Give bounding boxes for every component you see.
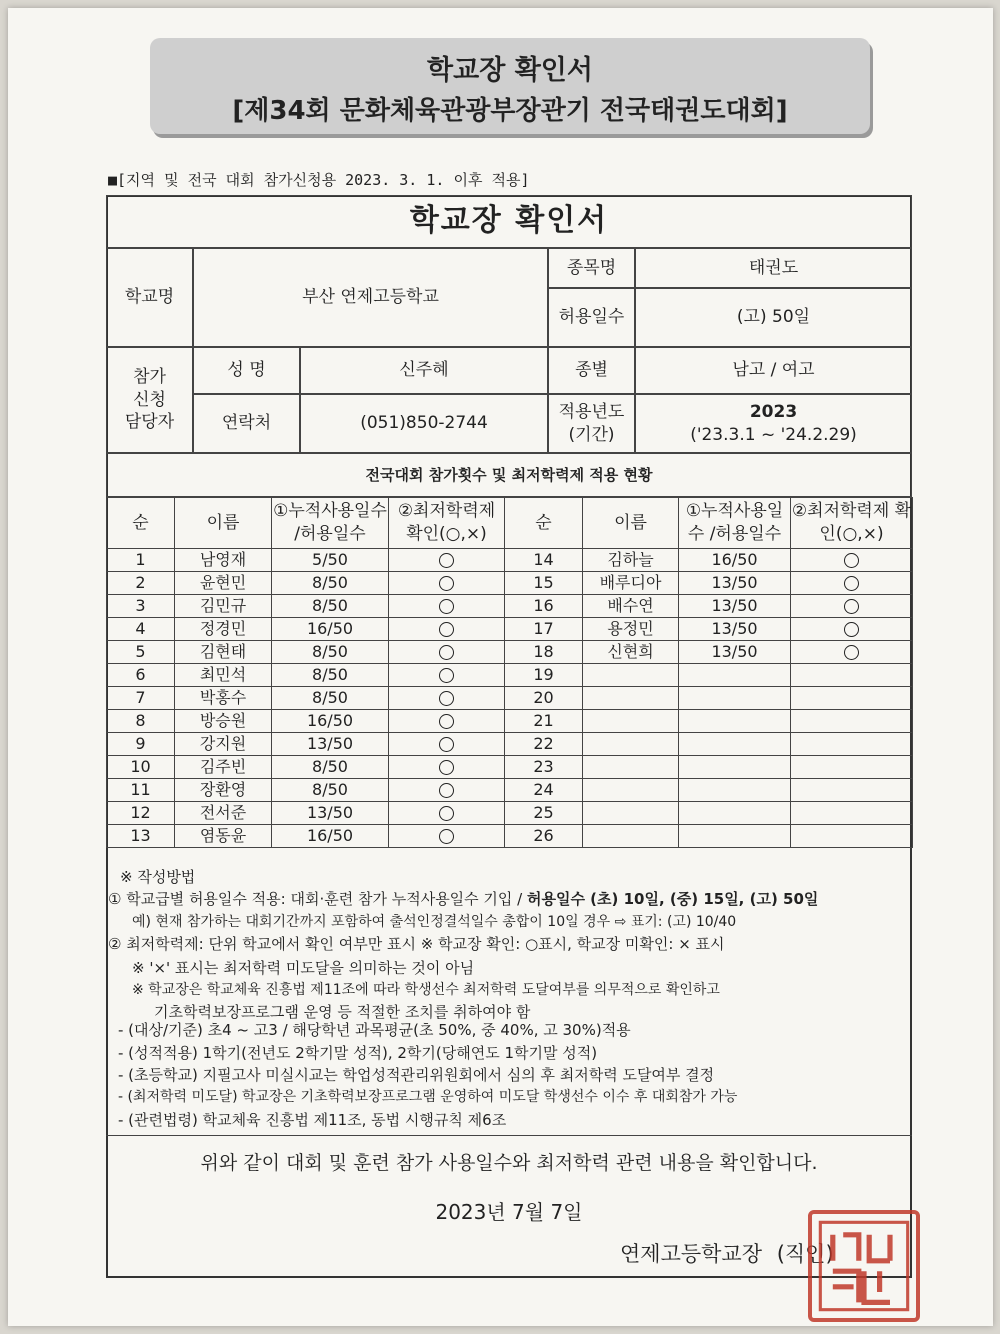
cell-no: 16 (505, 595, 583, 618)
instruction-line-9: - (초등학교) 지필고사 미실시교는 학업성적관리위원회에서 심의 후 최저학력 도달여부 결정 (118, 1066, 715, 1084)
cell-name: 남영재 (175, 549, 272, 572)
instruction-line-5: ※ 학교장은 학교체육 진흥법 제11조에 따라 학생선수 최저학력 도달여부를 의무적으로 확인하고 (132, 982, 720, 998)
cell-days (679, 756, 791, 779)
applicability-note: ■[지역 및 전국 대회 참가신청용 2023. 3. 1. 이후 적용] (108, 171, 530, 189)
cell-days: 8/50 (272, 664, 389, 687)
check-circle-icon (439, 714, 454, 729)
cell-check (389, 641, 505, 664)
cell-days: 8/50 (272, 779, 389, 802)
col-check-header: ②최저학력제 확인(○,×) (389, 498, 505, 549)
col-name-header: 이름 (583, 498, 679, 549)
cell-check (791, 733, 913, 756)
cell-check (791, 802, 913, 825)
gender-label: 종별 (548, 347, 635, 394)
table-row (107, 595, 913, 618)
instruction-line-2: 예) 현재 참가하는 대회기간까지 포함하여 출석인정결석일수 총합이 10일 경우 ⇨ 표기: (고) 10/40 (132, 914, 737, 930)
cell-name: 정경민 (175, 618, 272, 641)
cell-name: 최민석 (175, 664, 272, 687)
col-no-header: 순 (505, 498, 583, 549)
date-text: 2023년 7월 7일 (435, 1200, 583, 1224)
check-circle-icon (844, 553, 859, 568)
cell-check (389, 664, 505, 687)
table-row (107, 779, 913, 802)
form-title: 학교장 확인서 (106, 195, 912, 248)
cell-days: 13/50 (679, 572, 791, 595)
cell-days: 13/50 (679, 618, 791, 641)
cell-check (389, 710, 505, 733)
check-circle-icon (844, 622, 859, 637)
cell-check (389, 549, 505, 572)
year-value: 2023 (749, 401, 798, 422)
cell-no: 17 (505, 618, 583, 641)
cell-check (389, 802, 505, 825)
sport-value: 태권도 (635, 248, 912, 288)
cell-name (583, 756, 679, 779)
cell-name (583, 802, 679, 825)
cell-name (583, 779, 679, 802)
cell-days: 13/50 (679, 641, 791, 664)
cell-no: 6 (107, 664, 175, 687)
status-table (106, 497, 913, 848)
cell-name: 강지원 (175, 733, 272, 756)
check-circle-icon (844, 599, 859, 614)
table-row (107, 549, 913, 572)
cell-days (679, 825, 791, 848)
instruction-line-11: - (관련법령) 학교체육 진흥법 제11조, 동법 시행규칙 제6조 (118, 1111, 507, 1129)
cell-days: 8/50 (272, 572, 389, 595)
cell-no: 18 (505, 641, 583, 664)
col-days-header: ①누적사용일수 /허용일수 (679, 498, 791, 549)
check-circle-icon (844, 576, 859, 591)
instruction-line-8: - (성적적용) 1학기(전년도 2학기말 성적), 2학기(당해연도 1학기말 성적) (118, 1044, 598, 1062)
check-circle-icon (439, 668, 454, 683)
cell-days (679, 733, 791, 756)
check-circle-icon (439, 829, 454, 844)
table-row (107, 618, 913, 641)
cell-check (791, 710, 913, 733)
table-row (107, 641, 913, 664)
cell-check (389, 733, 505, 756)
table-row (107, 825, 913, 848)
cell-days: 16/50 (272, 618, 389, 641)
cell-check (389, 572, 505, 595)
title-banner (150, 38, 870, 134)
cell-check (791, 825, 913, 848)
sport-label: 종목명 (548, 248, 635, 288)
cell-name: 김민규 (175, 595, 272, 618)
year-cell (635, 394, 912, 453)
col-name-header: 이름 (175, 498, 272, 549)
cell-no: 14 (505, 549, 583, 572)
contact-group-label: 참가 신청 담당자 (106, 347, 193, 453)
status-section-title: 전국대회 참가횟수 및 최저학력제 적용 현황 (106, 453, 912, 497)
instruction-line-7: - (대상/기준) 초4 ~ 고3 / 해당학년 과목평균(초 50%, 중 40%, 고 30%)적용 (118, 1021, 631, 1039)
cell-name (583, 710, 679, 733)
cell-no: 24 (505, 779, 583, 802)
col-days-header: ①누적사용일수 /허용일수 (272, 498, 389, 549)
cell-days (679, 687, 791, 710)
cell-days: 16/50 (272, 825, 389, 848)
table-row (107, 733, 913, 756)
cell-days: 8/50 (272, 687, 389, 710)
seal-glyph-icon (812, 1214, 916, 1318)
gender-value: 남고 / 여고 (635, 347, 912, 394)
cell-check (389, 779, 505, 802)
col-no-header: 순 (107, 498, 175, 549)
cell-days: 8/50 (272, 595, 389, 618)
signer-name: 연제고등학교장 (620, 1242, 763, 1266)
cell-name: 전서준 (175, 802, 272, 825)
table-row (107, 802, 913, 825)
banner-subtitle: [제34회 문화체육관광부장관기 전국태권도대회] (232, 96, 788, 126)
cell-check (791, 572, 913, 595)
cell-no: 9 (107, 733, 175, 756)
cell-no: 3 (107, 595, 175, 618)
cell-no: 26 (505, 825, 583, 848)
check-circle-icon (439, 806, 454, 821)
cell-no: 2 (107, 572, 175, 595)
allowed-days-value: (고) 50일 (635, 288, 912, 347)
cell-name (583, 687, 679, 710)
instruction-line-4: ※ '×' 표시는 최저학력 미도달을 의미하는 것이 아님 (132, 959, 475, 977)
table-row (107, 756, 913, 779)
instructions-heading: ※ 작성방법 (120, 868, 196, 886)
cell-check (791, 756, 913, 779)
cell-name: 김하늘 (583, 549, 679, 572)
cell-no: 20 (505, 687, 583, 710)
cell-days: 5/50 (272, 549, 389, 572)
status-header-row (107, 498, 913, 549)
confirmation-text: 위와 같이 대회 및 훈련 참가 사용일수와 최저학력 관련 내용을 확인합니다. (200, 1152, 818, 1174)
instruction-line-1 (106, 888, 914, 909)
check-circle-icon (439, 645, 454, 660)
school-label: 학교명 (106, 248, 193, 347)
cell-no: 5 (107, 641, 175, 664)
table-row (107, 572, 913, 595)
seal-label: (직인) (776, 1242, 834, 1266)
cell-no: 15 (505, 572, 583, 595)
check-circle-icon (439, 760, 454, 775)
name-value: 신주혜 (300, 347, 548, 394)
cell-check (389, 687, 505, 710)
cell-no: 21 (505, 710, 583, 733)
table-row (107, 710, 913, 733)
cell-check (389, 618, 505, 641)
cell-check (791, 779, 913, 802)
cell-name: 박홍수 (175, 687, 272, 710)
cell-name: 김주빈 (175, 756, 272, 779)
check-circle-icon (439, 622, 454, 637)
cell-check (389, 825, 505, 848)
check-circle-icon (439, 553, 454, 568)
cell-no: 7 (107, 687, 175, 710)
cell-check (791, 595, 913, 618)
cell-name (583, 664, 679, 687)
school-value: 부산 연제고등학교 (193, 248, 548, 347)
cell-name: 배수연 (583, 595, 679, 618)
cell-name: 염동윤 (175, 825, 272, 848)
cell-days: 16/50 (272, 710, 389, 733)
cell-days: 8/50 (272, 641, 389, 664)
cell-name: 배루디아 (583, 572, 679, 595)
cell-no: 22 (505, 733, 583, 756)
cell-no: 4 (107, 618, 175, 641)
cell-days (679, 779, 791, 802)
divider (106, 1135, 912, 1136)
cell-days (679, 802, 791, 825)
instruction-line-1a: ① 학교급별 허용일수 적용: 대회·훈련 참가 누적사용일수 기입 / (108, 890, 527, 908)
allowed-days-label: 허용일수 (548, 288, 635, 347)
cell-no: 1 (107, 549, 175, 572)
cell-name: 방승원 (175, 710, 272, 733)
instruction-line-1b: 허용일수 (초) 10일, (중) 15일, (고) 50일 (527, 890, 819, 908)
cell-check (791, 664, 913, 687)
cell-check (791, 549, 913, 572)
year-label: 적용년도 (기간) (548, 394, 635, 453)
cell-days (679, 710, 791, 733)
cell-days: 13/50 (272, 733, 389, 756)
name-label: 성 명 (193, 347, 300, 394)
instruction-line-6: 기초학력보장프로그램 운영 등 적절한 조치를 취하여야 함 (154, 1003, 531, 1021)
table-row (107, 664, 913, 687)
check-circle-icon (439, 599, 454, 614)
cell-days: 13/50 (272, 802, 389, 825)
cell-days: 8/50 (272, 756, 389, 779)
cell-no: 13 (107, 825, 175, 848)
cell-no: 11 (107, 779, 175, 802)
check-circle-icon (439, 783, 454, 798)
check-circle-icon (439, 576, 454, 591)
cell-check (791, 641, 913, 664)
official-seal-stamp (808, 1210, 920, 1322)
col-check-header: ②최저학력제 확인(○,×) (791, 498, 913, 549)
cell-no: 10 (107, 756, 175, 779)
cell-no: 23 (505, 756, 583, 779)
cell-no: 25 (505, 802, 583, 825)
cell-name: 김현태 (175, 641, 272, 664)
instruction-line-3: ② 최저학력제: 단위 학교에서 확인 여부만 표시 ※ 학교장 확인: ○표시, 학교장 미확인: × 표시 (108, 935, 725, 953)
cell-days (679, 664, 791, 687)
phone-value: (051)850-2744 (300, 394, 548, 453)
phone-label: 연락처 (193, 394, 300, 453)
cell-no: 19 (505, 664, 583, 687)
signer (620, 1238, 834, 1268)
period-value: ('23.3.1 ~ '24.2.29) (690, 424, 857, 445)
cell-check (389, 756, 505, 779)
cell-name: 윤현민 (175, 572, 272, 595)
check-circle-icon (439, 737, 454, 752)
cell-name (583, 825, 679, 848)
cell-check (791, 687, 913, 710)
banner-title: 학교장 확인서 (427, 55, 593, 86)
cell-name (583, 733, 679, 756)
check-circle-icon (439, 691, 454, 706)
cell-days: 16/50 (679, 549, 791, 572)
cell-no: 12 (107, 802, 175, 825)
cell-check (389, 595, 505, 618)
instruction-line-10: - (최저학력 미도달) 학교장은 기초학력보장프로그램 운영하여 미도달 학생선수 이수 후 대회참가 가능 (118, 1089, 738, 1105)
check-circle-icon (844, 645, 859, 660)
cell-no: 8 (107, 710, 175, 733)
table-row (107, 687, 913, 710)
cell-name: 용정민 (583, 618, 679, 641)
cell-check (791, 618, 913, 641)
cell-days: 13/50 (679, 595, 791, 618)
cell-name: 장환영 (175, 779, 272, 802)
cell-name: 신현희 (583, 641, 679, 664)
